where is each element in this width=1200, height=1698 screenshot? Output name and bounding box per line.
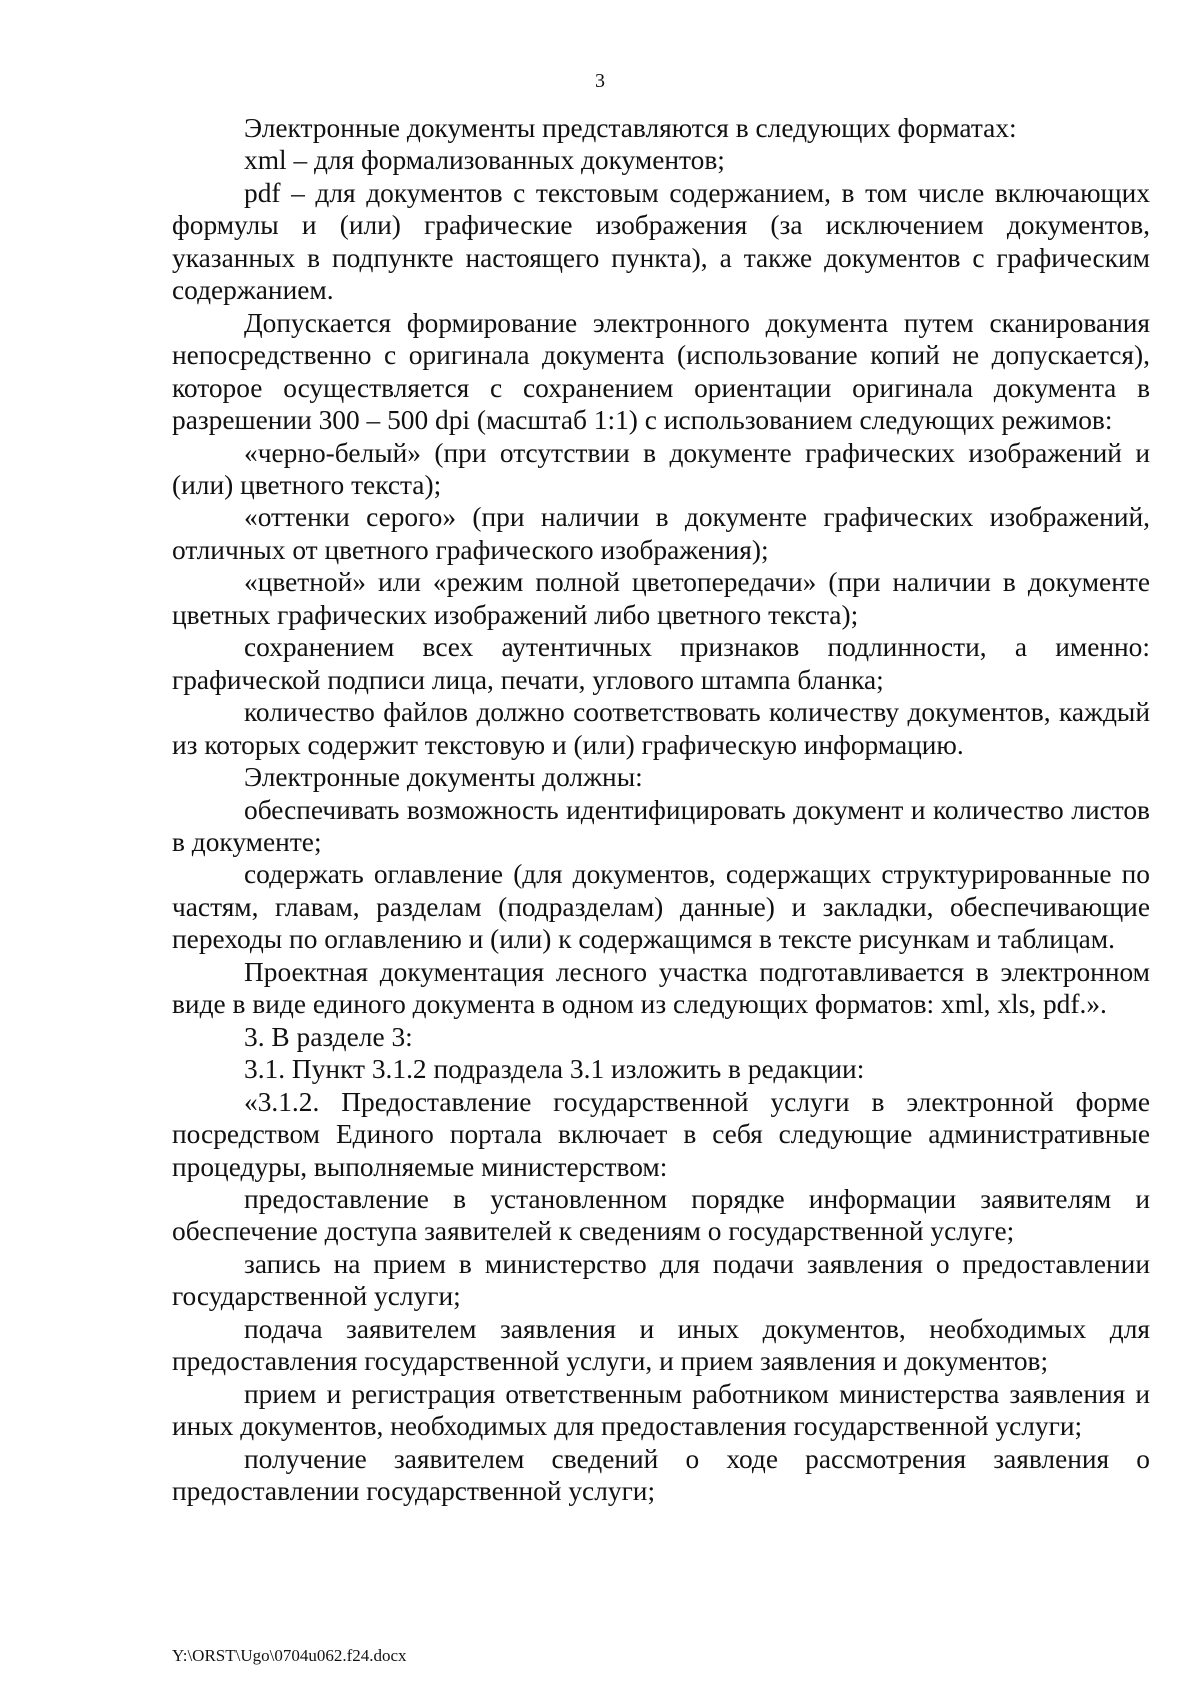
paragraph: количество файлов должно соответствовать количеству документов, каждый из которых содержит текстовую и (или) графическую информацию. <box>172 697 1150 760</box>
paragraph: обеспечивать возможность идентифицировать документ и количество листов в документе; <box>172 794 1150 857</box>
paragraph: запись на прием в министерство для подачи заявления о предоставлении государственной услуги; <box>172 1248 1150 1312</box>
paragraph: Электронные документы должны: <box>244 762 643 793</box>
footer-file-path: Y:\ORST\Ugo\0704u062.f24.docx <box>172 1646 407 1665</box>
paragraph: предоставление в установленном порядке информации заявителям и обеспечение доступа заявителей к сведениям о государственной услуге; <box>172 1183 1150 1247</box>
paragraph: Допускается формирование электронного документа путем сканирования непосредственно с оригинала документа (использование копий не допускается), которое осуществляется с сохранением ориентации оригинала документа в разрешении 300 – 500 dpi (масштаб 1:1) с использованием следующих режимов: <box>172 307 1150 436</box>
paragraph: pdf – для документов с текстовым содержанием, в том числе включающих формулы и (или) графические изображения (за исключением документов, указанных в подпункте настоящего пункта), а также документов с графическим содержанием. <box>172 177 1150 306</box>
document-body <box>172 112 1150 1507</box>
paragraph: «оттенки серого» (при наличии в документе графических изображений, отличных от цветного графического изображения); <box>172 502 1150 565</box>
paragraph: «3.1.2. Предоставление государственной услуги в электронной форме посредством Единого портала включает в себя следующие административные процедуры, выполняемые министерством: <box>172 1086 1150 1182</box>
paragraph: содержать оглавление (для документов, содержащих структурированные по частям, главам, разделам (подразделам) данные) и закладки, обеспечивающие переходы по оглавлению и (или) к содержащимся в тексте рисункам и таблицам. <box>172 859 1150 955</box>
paragraph: 3.1. Пункт 3.1.2 подраздела 3.1 изложить в редакции: <box>244 1054 865 1085</box>
paragraph: прием и регистрация ответственным работником министерства заявления и иных документов, необходимых для предоставления государственной услуги; <box>172 1378 1150 1442</box>
paragraph: «черно-белый» (при отсутствии в документе графических изображений и (или) цветного текста); <box>172 437 1150 500</box>
paragraph: 3. В разделе 3: <box>244 1021 413 1052</box>
paragraph: «цветной» или «режим полной цветопередачи» (при наличии в документе цветных графических изображений либо цветного текста); <box>172 567 1150 630</box>
paragraph: сохранением всех аутентичных признаков подлинности, а именно: графической подписи лица, печати, углового штампа бланка; <box>172 632 1150 695</box>
paragraph: Проектная документация лесного участка подготавливается в электронном виде в виде единого документа в одном из следующих форматов: xml, xls, pdf.». <box>172 956 1150 1020</box>
paragraph: xml – для формализованных документов; <box>244 145 725 176</box>
paragraph: подача заявителем заявления и иных документов, необходимых для предоставления государственной услуги, и прием заявления и документов; <box>172 1313 1150 1377</box>
paragraph: Электронные документы представляются в следующих форматах: <box>244 113 1017 143</box>
page-number: 3 <box>595 70 605 92</box>
paragraph: получение заявителем сведений о ходе рассмотрения заявления о предоставлении государственной услуги; <box>172 1443 1150 1507</box>
